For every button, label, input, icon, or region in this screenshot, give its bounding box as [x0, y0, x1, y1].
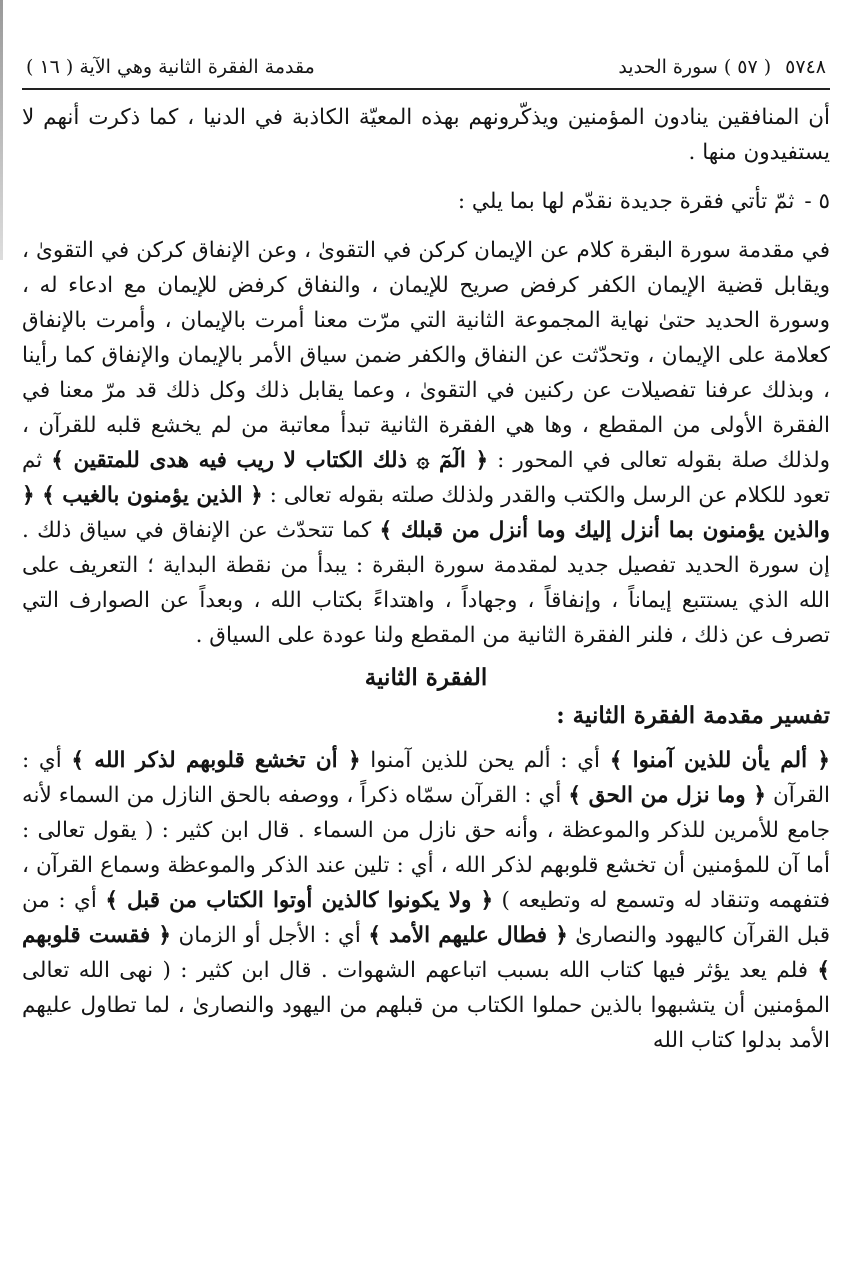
subsection-heading: تفسير مقدمة الفقرة الثانية :: [556, 702, 830, 729]
quran-verse: ﴿ ألم يأن للذين آمنوا ﴾: [609, 748, 830, 773]
item-number: ٥ -: [804, 189, 830, 214]
page-body: [22, 100, 830, 1058]
header-right: [604, 52, 826, 82]
tafsir-paragraph: [22, 743, 830, 1058]
surah-title: ( ٥٧ ) سورة الحديد: [618, 56, 772, 78]
tafsir-text: أي : ألم يحن للذين آمنوا: [370, 748, 601, 773]
item-text: ثمّ تأتي فقرة جديدة نقدّم لها بما يلي :: [457, 189, 795, 214]
paragraph-1: أن المنافقين ينادون المؤمنين ويذكّرونهم بهذه المعيّة الكاذبة في الدنيا ، كما ذكرت أنهم لا يستفيدون منها .: [22, 105, 830, 165]
section-heading: الفقرة الثانية: [364, 664, 488, 691]
quran-verse: ﴿ الٓمٓ ۞ ذلك الكتاب لا ريب فيه هدى للمتقين ﴾: [51, 448, 489, 473]
tafsir-text: أي : الأجل أو الزمان: [178, 923, 361, 948]
tafsir-text: أي : القرآن: [22, 748, 830, 808]
page-edge-shadow: [0, 0, 3, 260]
running-header: [22, 52, 830, 90]
page-number: ٥٧٤٨: [785, 56, 826, 78]
paragraph-3-text-2: ثم تعود للكلام عن الرسل والكتب والقدر ولذلك صلته بقوله تعالى :: [22, 448, 830, 508]
paragraph-3-text: في مقدمة سورة البقرة كلام عن الإيمان كركن في التقوىٰ ، وعن الإنفاق كركن في التقوىٰ ، ويقابل قضية الإيمان الكفر كرفض صريح للإيمان ، والنفاق كرفض للإيمان مع ادعاء له ، وسورة الحديد حتىٰ نهاية المجموعة الثانية التي مرّت معنا أمرت بالإيمان ، وأمرت بالإنفاق كعلامة على الإيمان ، وتحدّثت عن النفاق والكفر ضمن سياق الأمر بالإيمان والإنفاق كما رأينا ، وبذلك عرفنا تفصيلات عن ركنين في التقوىٰ ، وعما يقابل ذلك وكل ذلك قد مرّ معنا في الفقرة الأولى من المقطع ، وها هي الفقرة الثانية تبدأ معاتبة من لم يخشع قلبه للقرآن ، ولذلك صلة بقوله تعالى في المحور :: [22, 238, 831, 473]
section-title-header: مقدمة الفقرة الثانية وهي الآية ( ١٦ ): [26, 56, 315, 78]
paragraph-2: [22, 184, 830, 219]
quran-verse: ﴿ الذين يؤمنون بالغيب ﴾ ﴿ والذين يؤمنون بما أنزل إليك وما أنزل من قبلك ﴾: [22, 483, 830, 543]
quran-verse: ﴿ أن تخشع قلوبهم لذكر الله ﴾: [71, 748, 361, 773]
tafsir-text: أي : من قبل القرآن كاليهود والنصارىٰ: [22, 888, 831, 948]
quran-verse: ﴿ وما نزل من الحق ﴾: [568, 783, 766, 808]
paragraph-3-text-3: كما تتحدّث عن الإنفاق في سياق ذلك . إن سورة الحديد تفصيل جديد لمقدمة سورة البقرة : يبدأ من نقطة البداية ؛ التعريف على الله الذي يستتبع إيماناً ، وإنفاقاً ، وجهاداً ، واهتداءً بكتاب الله ، وبعداً عن الصوارف التي تصرف عن ذلك ، فلنر الفقرة الثانية من المقطع ولنا عودة على السياق .: [22, 518, 830, 648]
tafsir-text: فلم يعد يؤثر فيها كتاب الله بسبب اتباعهم الشهوات . قال ابن كثير : ( نهى الله تعالى المؤمنين أن يتشبهوا بالذين حملوا الكتاب من قبلهم من اليهود والنصارىٰ ، لما تطاول عليهم الأمد بدلوا كتاب الله: [22, 958, 830, 1053]
book-page: [22, 52, 830, 1058]
quran-verse: ﴿ فقست قلوبهم ﴾: [22, 923, 830, 983]
quran-verse: ﴿ فطال عليهم الأمد ﴾: [368, 923, 568, 948]
paragraph-3: [22, 233, 830, 653]
tafsir-text: أي : القرآن سمّاه ذكراً ، ووصفه بالحق النازل من السماء لأنه جامع للأمرين للذكر والموعظة ، وأنه حق نازل من السماء . قال ابن كثير : ( يقول تعالى : أما آن للمؤمنين أن تخشع قلوبهم لذكر الله ، أي : تلين عند الذكر والموعظة وسماع القرآن ، فتفهمه وتنقاد له وتسمع له وتطيعه ): [22, 783, 830, 913]
quran-verse: ﴿ ولا يكونوا كالذين أوتوا الكتاب من قبل ﴾: [105, 888, 494, 913]
